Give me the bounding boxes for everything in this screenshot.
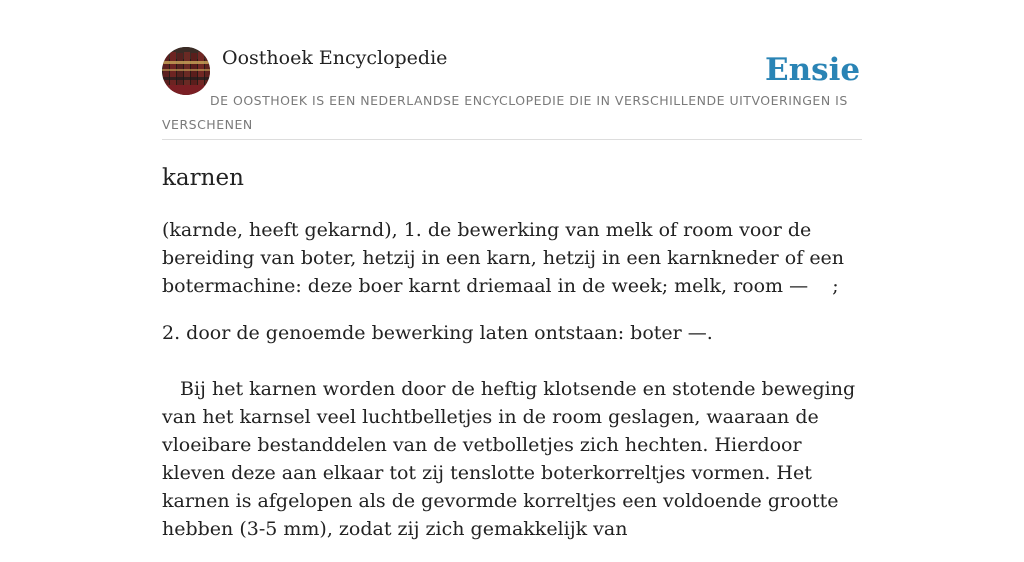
article-paragraph: Bij het karnen worden door de heftig klotsende en stotende beweging van het karnsel veel luchtbelletjes in de room geslagen, waaraan de vloeibare bestanddelen van de vetbolletjes zich hechten. Hierdoor kleven deze aan elkaar tot zij tenslotte boterkorreltjes vormen. Het karnen is afgelopen als de gevormde korreltjes een voldoende grootte hebben (3-5 mm), zodat zij zich gemakkelijk van bbox=[162, 378, 856, 540]
encyclopedia-books-icon bbox=[162, 47, 210, 95]
site-title-link[interactable]: Oosthoek Encyclopedie bbox=[222, 47, 448, 69]
header-divider bbox=[162, 139, 862, 140]
article-paragraph: 2. door de genoemde bewerking laten ontstaan: boter —. bbox=[162, 322, 713, 344]
article-paragraph: (karnde, heeft gekarnd), 1. de bewerking van melk of room voor de bereiding van boter, hetzij in een karn, hetzij in een karnkneder of een botermachine: deze boer karnt driemaal in de week; melk, room — ; bbox=[162, 219, 845, 297]
site-tagline: DE OOSTHOEK IS EEN NEDERLANDSE ENCYCLOPEDIE DIE IN VERSCHILLENDE UITVOERINGEN IS VERSCHENEN bbox=[162, 93, 848, 132]
site-logo[interactable] bbox=[162, 47, 210, 95]
brand-logo-link[interactable]: Ensie bbox=[765, 52, 861, 88]
article-title: karnen bbox=[162, 165, 244, 191]
article-body bbox=[162, 216, 866, 562]
